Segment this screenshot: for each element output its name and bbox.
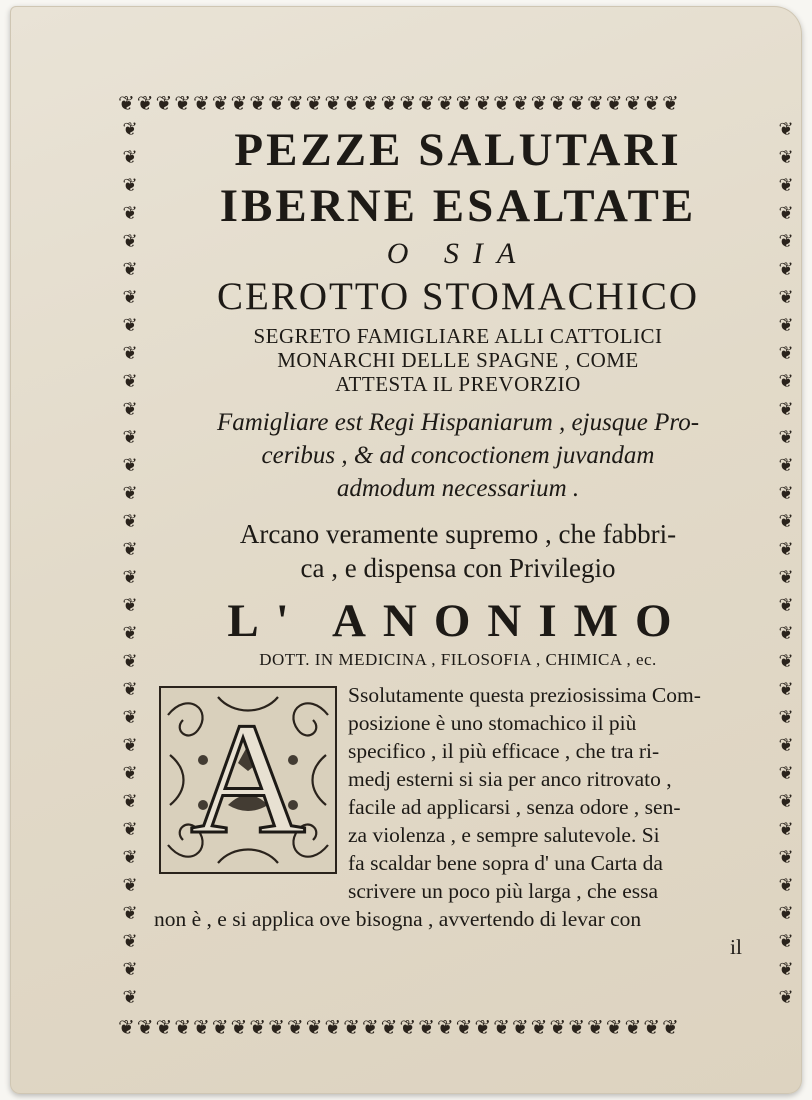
latin-line: ceribus , & ad concoctionem juvandam: [261, 442, 655, 469]
title-line-2: IBERNE ESALTATE: [219, 180, 697, 232]
fleuron-ornament-icon: ❦: [122, 371, 138, 392]
fleuron-ornament-icon: ❦: [122, 119, 138, 140]
fleuron-ornament-icon: ❦: [778, 147, 794, 168]
caps-line: MONARCHI DELLE SPAGNE , COME: [277, 348, 639, 372]
fleuron-ornament-icon: ❦: [778, 847, 794, 868]
fleuron-ornament-icon: ❦: [122, 539, 138, 560]
fleuron-ornament-icon: ❦: [122, 287, 138, 308]
fleuron-ornament-icon: ❦: [778, 119, 794, 140]
body-line-full: non è , e si applica ove bisogna , avvertendo di levar con: [154, 907, 642, 931]
fleuron-ornament-icon: ❦: [778, 315, 794, 336]
author-credentials: DOTT. IN MEDICINA , FILOSOFIA , CHIMICA , ec.: [259, 650, 657, 669]
arcano-line: ca , e dispensa con Privilegio: [300, 553, 616, 583]
fleuron-ornament-icon: ❦: [122, 147, 138, 168]
latin-line: Famigliare est Regi Hispaniarum , ejusque Pro-: [216, 409, 700, 436]
fleuron-ornament-icon: ❦: [122, 987, 138, 1008]
fleuron-ornament-icon: ❦: [778, 763, 794, 784]
fleuron-ornament-icon: ❦: [778, 651, 794, 672]
caps-line: ATTESTA IL PREVORZIO: [335, 372, 581, 396]
body-line: medj esterni si sia per anco ritrovato ,: [348, 767, 672, 791]
arcano-line: Arcano veramente supremo , che fabbri-: [239, 519, 677, 549]
fleuron-ornament-icon: ❦: [778, 539, 794, 560]
fleuron-ornament-icon: ❦: [778, 371, 794, 392]
fleuron-ornament-icon: ❦: [778, 287, 794, 308]
body-line: specifico , il più efficace , che tra ri-: [348, 739, 660, 763]
title-line-1: PEZZE SALUTARI: [234, 124, 682, 176]
fleuron-ornament-icon: ❦: [122, 175, 138, 196]
fleuron-ornament-icon: ❦: [122, 259, 138, 280]
fleuron-ornament-icon: ❦: [778, 427, 794, 448]
fleuron-ornament-icon: ❦: [778, 903, 794, 924]
fleuron-ornament-icon: ❦: [778, 567, 794, 588]
fleuron-ornament-icon: ❦: [122, 679, 138, 700]
fleuron-ornament-icon: ❦: [778, 343, 794, 364]
body-line: posizione è uno stomachico il più: [348, 711, 637, 735]
fleuron-ornament-icon: ❦: [122, 791, 138, 812]
fleuron-ornament-icon: ❦: [122, 511, 138, 532]
fleuron-ornament-icon: ❦: [778, 399, 794, 420]
fleuron-ornament-icon: ❦: [778, 679, 794, 700]
fleuron-ornament-icon: ❦: [122, 315, 138, 336]
fleuron-ornament-icon: ❦: [122, 455, 138, 476]
fleuron-ornament-icon: ❦: [778, 931, 794, 952]
body-line: scrivere un poco più larga , che essa: [348, 879, 659, 903]
body-line: za violenza , e sempre salutevole. Si: [348, 823, 660, 847]
fleuron-ornament-icon: ❦: [778, 483, 794, 504]
fleuron-ornament-icon: ❦: [122, 231, 138, 252]
connector-osia: O SIA: [386, 237, 530, 270]
catchword: il: [730, 935, 742, 959]
fleuron-ornament-icon: ❦: [122, 651, 138, 672]
fleuron-ornament-icon: ❦: [122, 931, 138, 952]
fleuron-ornament-icon: ❦: [122, 567, 138, 588]
border-right-ornaments: [774, 116, 798, 1014]
caps-block: [150, 324, 766, 396]
fleuron-ornament-icon: ❦: [122, 483, 138, 504]
ornamental-border-frame: [118, 90, 798, 1040]
broadside-text: [150, 118, 766, 1008]
fleuron-ornament-icon: ❦: [778, 959, 794, 980]
fleuron-ornament-icon: ❦: [122, 399, 138, 420]
author-name: L' ANONIMO: [227, 595, 689, 647]
printed-broadside: [10, 6, 802, 1094]
fleuron-ornament-icon: ❦: [778, 875, 794, 896]
fleuron-ornament-icon: ❦: [778, 175, 794, 196]
fleuron-ornament-icon: ❦: [778, 231, 794, 252]
fleuron-ornament-icon: ❦: [778, 203, 794, 224]
fleuron-ornament-icon: ❦: [122, 595, 138, 616]
fleuron-ornament-icon: ❦: [122, 819, 138, 840]
fleuron-ornament-icon: ❦: [122, 623, 138, 644]
fleuron-ornament-icon: ❦: [122, 959, 138, 980]
fleuron-ornament-icon: ❦: [778, 455, 794, 476]
decorated-initial: [158, 685, 338, 875]
fleuron-ornament-icon: ❦: [122, 735, 138, 756]
fleuron-ornament-icon: ❦: [778, 707, 794, 728]
body-line: fa scaldar bene sopra d' una Carta da: [348, 851, 663, 875]
fleuron-ornament-icon: ❦: [778, 987, 794, 1008]
body-line: Ssolutamente questa preziosissima Com-: [348, 683, 701, 707]
body-line: facile ad applicarsi , senza odore , sen-: [348, 795, 681, 819]
initial-letter: A: [190, 689, 306, 867]
fleuron-ornament-icon: ❦: [122, 847, 138, 868]
fleuron-ornament-icon: ❦: [122, 427, 138, 448]
latin-line: admodum necessarium .: [336, 475, 580, 502]
fleuron-ornament-icon: ❦: [778, 819, 794, 840]
fleuron-ornament-icon: ❦: [778, 623, 794, 644]
fleuron-ornament-icon: ❦: [122, 903, 138, 924]
fleuron-ornament-icon: ❦: [122, 707, 138, 728]
fleuron-ornament-icon: ❦: [778, 791, 794, 812]
fleuron-ornament-icon: ❦: [778, 259, 794, 280]
fleuron-ornament-icon: ❦: [122, 763, 138, 784]
arcano-statement: [150, 517, 766, 585]
caps-line: SEGRETO FAMIGLIARE ALLI CATTOLICI: [253, 324, 663, 348]
latin-quotation: [150, 406, 766, 505]
border-top-ornaments: ❦❦❦❦❦❦❦❦❦❦❦❦❦❦❦❦❦❦❦❦❦❦❦❦❦❦❦❦❦❦: [118, 91, 681, 115]
fleuron-ornament-icon: ❦: [778, 511, 794, 532]
fleuron-ornament-icon: ❦: [122, 343, 138, 364]
fleuron-ornament-icon: ❦: [122, 875, 138, 896]
border-left-ornaments: [118, 116, 142, 1014]
fleuron-ornament-icon: ❦: [122, 203, 138, 224]
border-bottom-ornaments: ❦❦❦❦❦❦❦❦❦❦❦❦❦❦❦❦❦❦❦❦❦❦❦❦❦❦❦❦❦❦: [118, 1015, 681, 1039]
fleuron-ornament-icon: ❦: [778, 595, 794, 616]
subtitle: CEROTTO STOMACHICO: [216, 275, 700, 318]
fleuron-ornament-icon: ❦: [778, 735, 794, 756]
body-paragraph: [150, 681, 766, 959]
